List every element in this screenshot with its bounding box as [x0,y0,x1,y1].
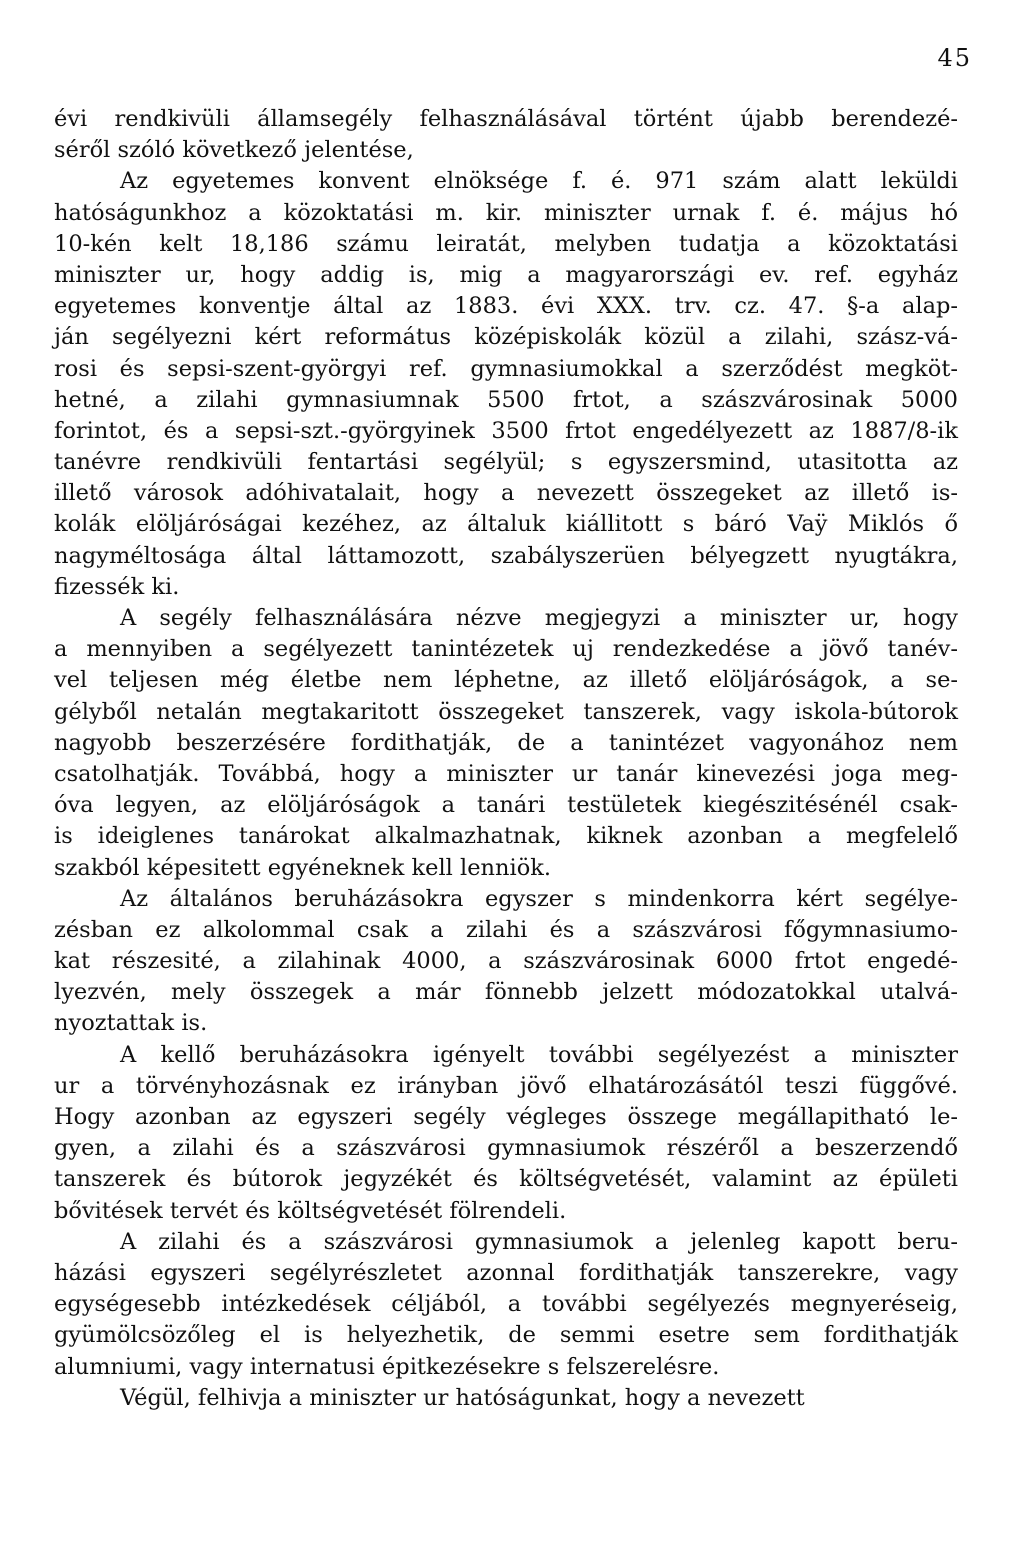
page-number: 45 [937,44,972,72]
text-line: is ideiglenes tanárokat alkalmazhatnak, kiknek azonban a megfelelő [54,823,958,850]
text-line: zésban ez alkolommal csak a zilahi és a szászvárosi főgymnasiumo- [54,916,958,943]
text-line: kat részesité, a zilahinak 4000, a szászvárosinak 6000 frtot engedé- [54,948,958,975]
text-line: tanszerek és bútorok jegyzékét és költségvetését, valamint az épületi [54,1166,958,1193]
text-line: nagyobb beszerzésére fordithatják, de a tanintézet vagyonához nem [54,729,958,756]
text-line: bővitések tervét és költségvetését fölrendeli. [54,1197,567,1224]
paragraph [54,104,958,166]
text-line: vel teljesen még életbe nem léphetne, az illető elöljáróságok, a se- [54,667,958,694]
text-line: gyen, a zilahi és a szászvárosi gymnasiumok részéről a beszerzendő [54,1135,958,1162]
text-line: nyoztattak is. [54,1010,208,1037]
text-line: házási egyszeri segélyrészletet azonnal fordithatják tanszerekre, vagy [54,1259,958,1286]
paragraph [54,603,958,884]
text-line: Hogy azonban az egyszeri segély végleges összege megállapitható le- [54,1104,958,1130]
paragraph [54,1383,958,1414]
text-line: miniszter ur, hogy addig is, mig a magyarországi ev. ref. egyház [54,261,958,288]
text-line: a mennyiben a segélyezett tanintézetek uj rendezkedése a jövő tanév- [54,636,958,663]
text-line: hatóságunkhoz a közoktatási m. kir. miniszter urnak f. é. május hó [54,199,958,226]
paragraph [54,1227,958,1383]
text-line: fizessék ki. [54,573,180,600]
paragraph [54,1040,958,1227]
text-line: Az általános beruházásokra egyszer s mindenkorra kért segélye- [120,885,958,912]
text-line: tanévre rendkivüli fentartási segélyül; s egyszersmind, utasitotta az [54,449,958,476]
text-line: Az egyetemes konvent elnöksége f. é. 971 szám alatt leküldi [120,168,958,195]
text-line: csatolhatják. Továbbá, hogy a miniszter ur tanár kinevezési joga meg- [54,760,958,787]
text-line: nagyméltosága által láttamozott, szabályszerüen bélyegzett nyugtákra, [54,542,958,569]
text-line: A kellő beruházásokra igényelt további segélyezést a miniszter [120,1041,958,1068]
text-line: kolák elöljáróságai kezéhez, az általuk kiállitott s báró Vaÿ Miklós ő [54,511,958,538]
text-line: óva legyen, az elöljáróságok a tanári testületek kiegészitésénél csak- [54,792,958,819]
text-line: szakból képesitett egyéneknek kell lenniök. [54,854,552,881]
text-line: alumniumi, vagy internatusi épitkezésekre s felszerelésre. [54,1353,720,1380]
document-body [54,104,958,1414]
paragraph [54,884,958,1040]
text-line: A segély felhasználására nézve megjegyzi a miniszter ur, hogy [120,605,958,631]
text-line: hetné, a zilahi gymnasiumnak 5500 frtot, a szászvárosinak 5000 [54,386,958,413]
paragraph [54,166,958,603]
text-line: 10-kén kelt 18,186 számu leiratát, melyben tudatja a közoktatási [54,230,958,257]
text-line: A zilahi és a szászvárosi gymnasiumok a jelenleg kapott beru- [120,1228,958,1255]
text-line: ján segélyezni kért református középiskolák közül a zilahi, szász-vá- [54,324,958,351]
text-line: forintot, és a sepsi-szt.-györgyinek 3500 frtot engedélyezett az 1887/8-ik [54,417,958,444]
text-line: egységesebb intézkedések céljából, a további segélyezés megnyeréseig, [54,1291,958,1318]
text-line: rosi és sepsi-szent-györgyi ref. gymnasiumokkal a szerződést megköt- [54,355,958,382]
text-line: gyümölcsözőleg el is helyezhetik, de semmi esetre sem fordithatják [54,1322,958,1349]
text-line: gélyből netalán megtakaritott összegeket tanszerek, vagy iskola-bútorok [54,698,958,725]
text-line: illető városok adóhivatalait, hogy a nevezett összegeket az illető is- [54,480,958,507]
text-line: Végül, felhivja a miniszter ur hatóságunkat, hogy a nevezett [120,1384,805,1411]
text-line: lyezvén, mely összegek a már fönnebb jelzett módozatokkal utalvá- [54,979,958,1006]
text-line: séről szóló következő jelentése, [54,137,414,164]
text-line: egyetemes konventje által az 1883. évi XXX. trv. cz. 47. §-a alap- [54,293,958,320]
text-line: ur a törvényhozásnak ez irányban jövő elhatározásától teszi függővé. [54,1072,958,1099]
text-line: évi rendkivüli államsegély felhasználásával történt újabb berendezé- [54,106,958,132]
